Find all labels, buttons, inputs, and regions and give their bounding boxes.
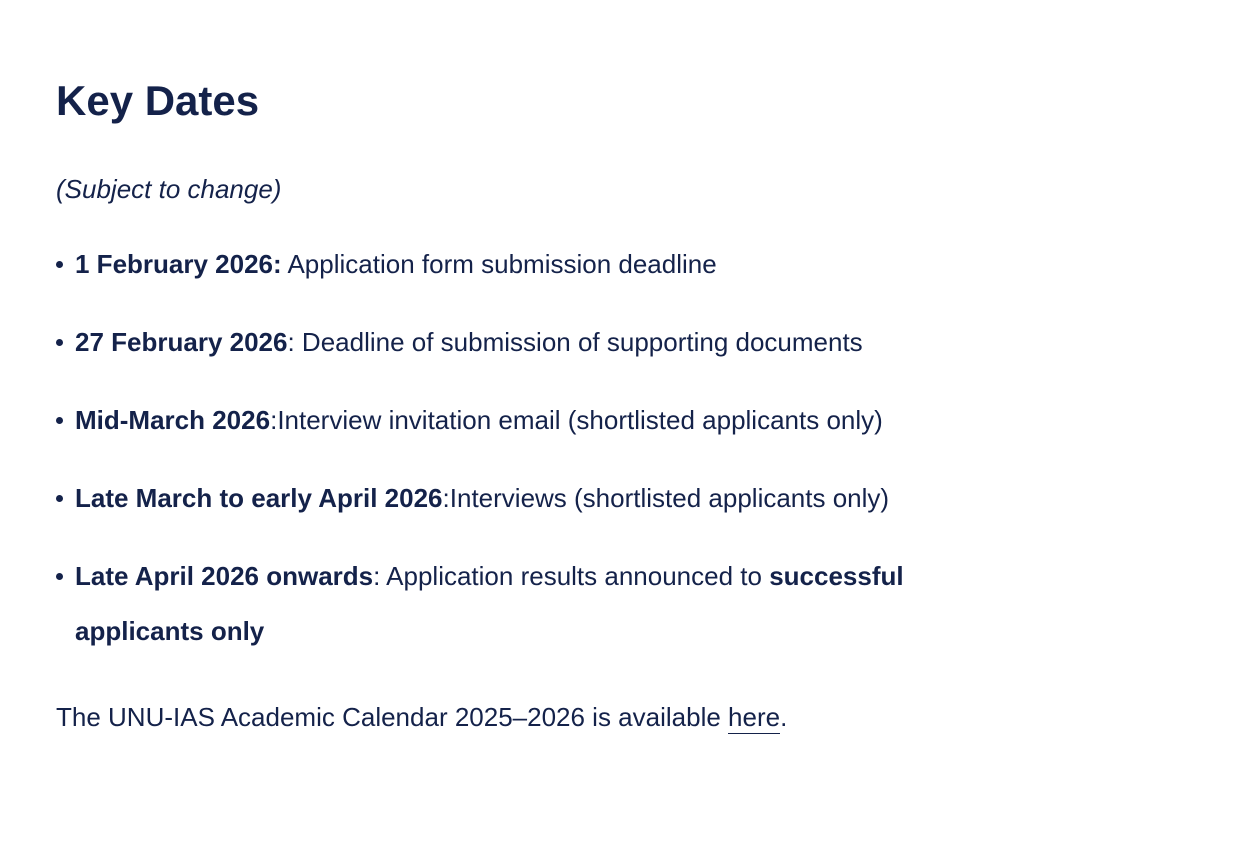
page-title: Key Dates bbox=[56, 77, 260, 124]
list-item bbox=[56, 471, 996, 526]
date-label: Mid-March 2026 bbox=[75, 405, 271, 435]
subject-to-change-note: (Subject to change) bbox=[56, 174, 282, 204]
academic-calendar-note bbox=[56, 699, 787, 735]
list-item bbox=[56, 549, 996, 659]
date-description: Application form submission deadline bbox=[287, 249, 717, 279]
calendar-note-period: . bbox=[780, 702, 788, 732]
date-label: Late April 2026 onwards bbox=[75, 561, 374, 591]
date-description: Interview invitation email (shortlisted applicants only) bbox=[277, 405, 883, 435]
date-description-emphasis: successful applicants only bbox=[75, 561, 904, 646]
list-item bbox=[56, 315, 996, 370]
date-separator: : bbox=[270, 405, 278, 435]
date-separator: : bbox=[287, 327, 302, 357]
date-label: 27 February 2026 bbox=[75, 327, 288, 357]
list-item bbox=[56, 237, 996, 292]
date-separator: : bbox=[442, 483, 450, 513]
calendar-here-link[interactable]: here bbox=[728, 702, 781, 732]
list-item bbox=[56, 393, 996, 448]
date-description: Deadline of submission of supporting documents bbox=[301, 327, 863, 357]
date-description: Interviews (shortlisted applicants only) bbox=[449, 483, 890, 513]
key-dates-list bbox=[56, 237, 996, 682]
date-description: Application results announced to bbox=[386, 561, 770, 591]
date-label: Late March to early April 2026 bbox=[75, 483, 443, 513]
date-separator: : bbox=[373, 561, 387, 591]
calendar-note-text: The UNU-IAS Academic Calendar 2025–2026 is available bbox=[56, 702, 729, 732]
date-label: 1 February 2026: bbox=[75, 249, 282, 279]
